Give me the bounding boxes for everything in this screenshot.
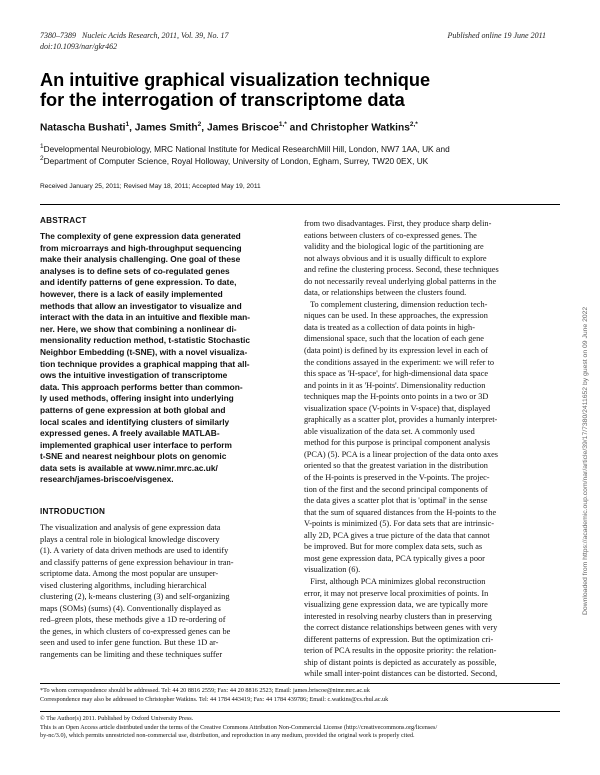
body-line: rangements can be limiting and these techniques suffer — [40, 650, 223, 660]
abstract-heading: ABSTRACT — [40, 216, 87, 225]
body-line: do not necessarily reveal underlying global patterns in the — [304, 276, 497, 286]
body-line: First, although PCA minimizes global reconstruction — [304, 576, 486, 586]
body-line: niques can be used. In these approaches, the expression — [304, 311, 488, 321]
body-line: dimensional space, such that the location of each gene — [304, 334, 484, 344]
author-separator: , — [129, 122, 135, 134]
body-line: while small inter-point distances can be distorted. Second, — [304, 669, 498, 679]
body-line: data is treated as a collection of data points in high- — [304, 322, 475, 332]
abstract-line: methods that allow an investigator to visualize and — [40, 300, 242, 311]
body-line: plays a central role in biological knowledge discovery — [40, 534, 220, 544]
body-line: visualization space (V-points in V-space) that, displayed — [304, 403, 491, 413]
affiliation-text: Department of Computer Science, Royal Holloway, University of London, Egham, Surrey, TW20 0EX, UK — [43, 155, 429, 166]
introduction-body — [40, 522, 288, 661]
body-line: ally 2D, PCA gives a true picture of the data that cannot — [304, 530, 490, 540]
abstract-line: mensionality reduction method, t-statistic Stochastic — [40, 335, 251, 346]
abstract-line: Neighbor Embedding (t-SNE), with a novel visualiza- — [40, 346, 248, 357]
body-line: data, or relationships between the clusters found. — [304, 288, 467, 298]
body-line: techniques map the H-points onto points in a two or 3D — [304, 392, 489, 402]
correspondence-note — [40, 687, 388, 704]
abstract-line: from microarrays and high-throughput sequencing — [40, 242, 242, 253]
page-range: 7380–7389 — [40, 31, 76, 40]
body-line: graphically as a scatter plot, provides a humanly interpret- — [304, 415, 498, 425]
abstract-line: ly used methods, offering insight into underlying — [40, 393, 234, 404]
received-dates: Received January 25, 2011; Revised May 18, 2011; Accepted May 19, 2011 — [40, 183, 261, 190]
title-line: An intuitive graphical visualization technique — [40, 70, 431, 90]
affiliation-number: 1 — [40, 143, 44, 150]
introduction-heading: INTRODUCTION — [40, 507, 106, 516]
abstract-line: make their analysis challenging. One goal of these — [40, 254, 241, 265]
body-line: most gene expression data, PCA typically gives a poor — [304, 553, 485, 563]
body-line: the data gives a scatter plot that is 'optimal' in the sense — [304, 496, 488, 506]
abstract-line: tion technique provides a graphical mapping that all- — [40, 358, 250, 369]
body-line: vised clustering algorithms, including hierarchical — [40, 580, 207, 590]
body-line: ship of distant points is depicted as accurately as possible, — [304, 657, 497, 667]
author-affiliation-mark: 2,* — [409, 121, 418, 128]
divider — [40, 711, 560, 712]
body-line: The visualization and analysis of gene expression data — [40, 523, 221, 532]
copyright-line: © The Author(s) 2011. Published by Oxford University Press. — [40, 715, 194, 722]
body-line: this space as 'H-space', for high-dimensional data space — [304, 369, 489, 379]
divider — [40, 204, 560, 205]
running-header-citation — [40, 31, 229, 40]
abstract-line: ows the intuitive investigation of transcriptome — [40, 370, 228, 381]
body-line: validity and the biological logic of the partitioning are — [304, 242, 484, 252]
author-affiliation-mark: 1,* — [278, 121, 287, 128]
author-separator: and — [286, 122, 311, 134]
body-line: that the sum of squared distances from the H-points to the — [304, 507, 497, 517]
body-line: method for this purpose is principal component analysis — [304, 438, 490, 448]
body-line: and refine the clustering process. Second, these techniques — [304, 265, 499, 275]
abstract-line: ner. Here, we show that combining a nonlinear di- — [40, 323, 237, 334]
author-affiliation-mark: 2 — [197, 121, 202, 128]
author-separator: , — [201, 122, 207, 134]
body-line: from two disadvantages. First, they produce sharp delin- — [304, 219, 492, 228]
abstract-line: t-SNE and nearest neighbour plots on genomic — [40, 451, 227, 462]
abstract-line: The complexity of gene expression data generated — [40, 231, 241, 241]
doi: doi:10.1093/nar/gkr462 — [40, 42, 118, 51]
body-line: (PCA) (5). PCA is a linear projection of the data onto axes — [304, 449, 499, 459]
abstract-line: patterns of gene expression at both global and — [40, 404, 226, 415]
article-title — [40, 70, 560, 110]
affiliation — [40, 155, 560, 166]
body-line: the correct distance relationships between genes with very — [304, 623, 498, 633]
body-line: and classify patterns of gene expression behaviour in tran- — [40, 557, 234, 567]
body-line: tion of the first and the second principal components of — [304, 484, 488, 494]
right-column-body — [304, 218, 560, 680]
abstract-line: local scales and identifying clusters of similarly — [40, 416, 230, 427]
body-line: not always obvious and it is usually difficult to explore — [304, 253, 487, 263]
body-line: terion of PCA results in the opposite priority: the relation- — [304, 646, 497, 656]
footnote-line: Correspondence may also be addressed to Christopher Watkins. Tel: 44 1784 443419; Fax: 44 1784 439786; Email: c.watkins@cs.rhul.ac.uk — [40, 695, 389, 703]
footnote-line: *To whom correspondence should be addressed. Tel: 44 20 8816 2559; Fax: 44 20 8816 2523; Email: james.briscoe@nimr.mrc.ac.uk — [40, 687, 370, 694]
abstract-line: analyses is to define sets of co-regulated genes — [40, 265, 230, 276]
author-name: James Smith — [134, 122, 198, 134]
license-line: This is an Open Access article distributed under the terms of the Creative Commons Attribution Non-Commercial License (http://creativecommons.org/licenses/ — [40, 723, 438, 731]
body-line: visualization (6). — [304, 565, 361, 575]
body-line: clustering (2), k-means clustering (3) and self-organizing — [40, 592, 230, 602]
body-line: maps (SOMs) (sums) (4). Conventionally displayed as — [40, 603, 221, 613]
body-line: visualizing gene expression data, we are typically more — [304, 600, 488, 610]
body-line: be improved. But for more complex data sets, such as — [304, 542, 483, 552]
divider — [40, 683, 560, 684]
body-line: oriented so that the greatest variation in the distribution — [304, 461, 488, 471]
body-line: V-points is minimized (5). For data sets that are intrinsic- — [304, 519, 495, 529]
download-watermark: Downloaded from https://academic.oup.com/nar/article/39/17/7380/2411652 by guest on 09 June 2022 — [582, 306, 589, 615]
author-list — [40, 121, 560, 133]
body-line: and points in it as 'H-points'. Dimensionality reduction — [304, 380, 486, 390]
body-line: (data point) is defined by its expression level in each of — [304, 346, 488, 356]
author-affiliation-mark: 1 — [125, 121, 130, 128]
body-line: the genes, in which clusters of co-expressed genes can be — [40, 626, 231, 636]
affiliation-text: Developmental Neurobiology, MRC National Institute for Medical ResearchMill Hill, London, NW7 1AA, UK and — [43, 143, 450, 154]
journal-citation: Nucleic Acids Research, 2011, Vol. 39, No. 17 — [82, 31, 229, 40]
body-line: To complement clustering, dimension reduction tech- — [304, 299, 488, 309]
title-line: for the interrogation of transcriptome data — [40, 90, 405, 110]
affiliation-number: 2 — [40, 155, 44, 162]
body-line: eations between clusters of co-expressed genes. The — [304, 230, 477, 240]
abstract-line: implemented graphical user interface to perform — [40, 439, 232, 450]
abstract-line: expressed genes. A freely available MATLAB- — [40, 428, 220, 439]
body-line: error, it may not preserve local proximities of points. In — [304, 588, 489, 598]
body-line: able visualization of the data set. A commonly used — [304, 426, 475, 436]
body-line: interested in resolving nearby clusters than in preserving — [304, 611, 492, 621]
license-line: by-nc/3.0), which permits unrestricted non-commercial use, distribution, and reproduction in any medium, provided the original work is properly cited. — [40, 732, 415, 740]
abstract-body — [40, 231, 288, 486]
author-name: Natascha Bushati — [40, 122, 126, 134]
abstract-line: data. This approach performs better than common- — [40, 381, 243, 392]
abstract-line: data sets is available at www.nimr.mrc.ac.uk/ — [40, 462, 218, 473]
abstract-line: research/james-briscoe/visgenex. — [40, 474, 174, 485]
body-line: red–green plots, these methods give a 1D re-ordering of — [40, 615, 226, 625]
body-line: the conditions assayed in the experiment: we will refer to — [304, 357, 495, 367]
abstract-line: interact with the data in an intuitive and flexible man- — [40, 312, 251, 323]
author-name: James Briscoe — [206, 122, 279, 134]
published-date: Published online 19 June 2011 — [447, 31, 546, 40]
author-name: Christopher Watkins — [310, 122, 410, 134]
body-line: (1). A variety of data driven methods are used to identify — [40, 546, 229, 556]
abstract-line: however, there is a lack of easily implemented — [40, 288, 223, 299]
body-line: seen and used to infer gene function. But these 1D ar- — [40, 638, 219, 648]
license-note — [40, 715, 437, 741]
affiliation — [40, 143, 560, 154]
body-line: different patterns of expression. But the optimization cri- — [304, 634, 494, 644]
body-line: scriptome data. Among the most popular are unsuper- — [40, 569, 219, 579]
body-line: of the H-points is preserved in the V-points. The projec- — [304, 473, 490, 483]
abstract-line: and identify patterns of gene expression. To date, — [40, 277, 237, 288]
